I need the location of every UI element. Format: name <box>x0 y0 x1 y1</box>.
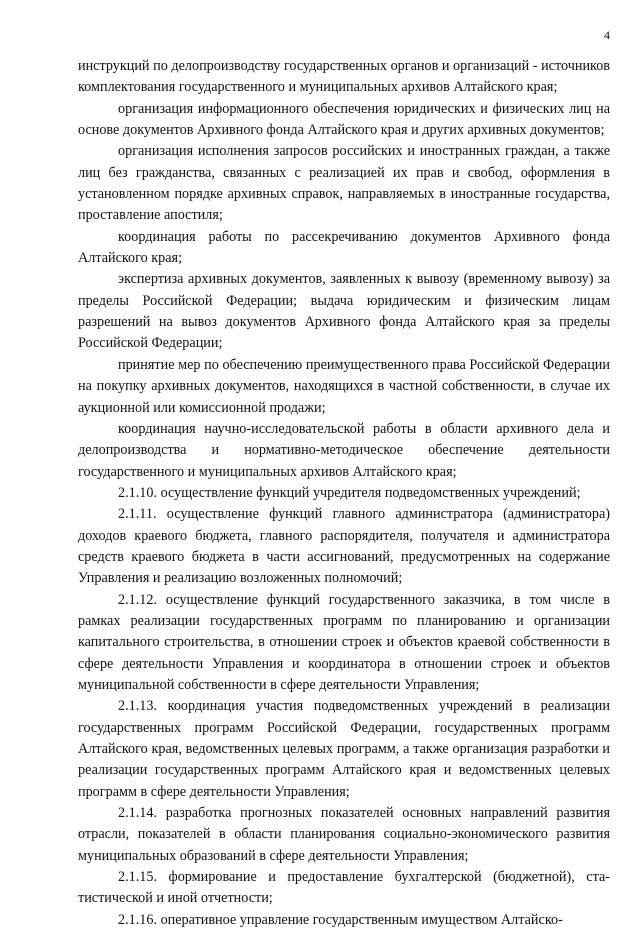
paragraph-export-expertise: экспертиза архивных документов, заявленных к вывозу (временному вывозу) за пределы Российской Федерации; выдача юридическим и физическим лицам разрешений на вывоз документов Архивного фонда Алтайского края за пределы Российской Федерации; <box>78 271 610 352</box>
paragraph-requests: организация исполнения запросов российских и иностранных граждан, а также лиц без гражданства, связанных с реализацией их прав и свобод, оформления в установленном порядке архивных справок, направляемых в иностранные государства, проставление апостиля; <box>78 143 610 224</box>
paragraph-2-1-14: 2.1.14. разработка прогнозных показателей основных направлений развития отрасли, показателей в области планирования социально-экономического развития муниципальных образований в сфере деятельности Управления; <box>78 805 610 864</box>
paragraph-2-1-15: 2.1.15. формирование и предоставление бухгалтерской (бюджетной), статистической и иной отчетности; <box>78 869 610 907</box>
paragraph-2-1-16: 2.1.16. оперативное управление государственным имуществом Алтайско- <box>118 911 563 928</box>
page-number: 4 <box>604 28 610 42</box>
paragraph-continued: инструкций по делопроизводству государственных органов и организаций - источников комплектования государственного и муниципальных архивов Алтайского края; <box>78 58 610 96</box>
paragraph-info-support: организация информационного обеспечения юридических и физических лиц на основе документов Архивного фонда Алтайского края и других архивных документов; <box>78 100 610 139</box>
paragraph-2-1-12: 2.1.12. осуществление функций государственного заказчика, в том числе в рамках реализации государственных программ по планированию и организации капитального строительства, в отношении строек и объектов краевой собственности в сфере деятельности Управления и координатора в отношении строек и объектов муниципальной собственности в сфере деятельности Управления; <box>78 591 610 693</box>
paragraph-preemptive-right: принятие мер по обеспечению преимущественного права Российской Федерации на покупку архивных документов, находящихся в частной собственности, в случае их аукционной или комиссионной продажи; <box>78 356 610 416</box>
paragraph-declassification: координация работы по рассекречиванию документов Архивного фонда Алтайского края; <box>78 228 610 267</box>
document-body <box>78 56 610 931</box>
paragraph-2-1-11: 2.1.11. осуществление функций главного администратора (администратора) доходов краевого бюджета, главного распорядителя, получателя и администратора средств краевого бюджета в части ассигнований, предусмотренных на содержание Управления и реализацию возложенных полномочий; <box>78 506 610 587</box>
paragraph-research: координация научно-исследовательской работы в области архивного дела и делопроизводства и нормативно-методическое обеспечение деятельности государственного и муниципальных архивов Алтайского края; <box>78 420 610 480</box>
paragraph-2-1-13: 2.1.13. координация участия подведомственных учреждений в реализации государственных программ Российской Федерации, государственных программ Алтайского края, ведомственных целевых программ, а также организация разработки и реализации государственных программ Алтайского края и ведомственных целевых программ в сфере деятельности Управления; <box>78 698 610 800</box>
paragraph-2-1-10: 2.1.10. осуществление функций учредителя подведомственных учреждений; <box>118 484 581 501</box>
